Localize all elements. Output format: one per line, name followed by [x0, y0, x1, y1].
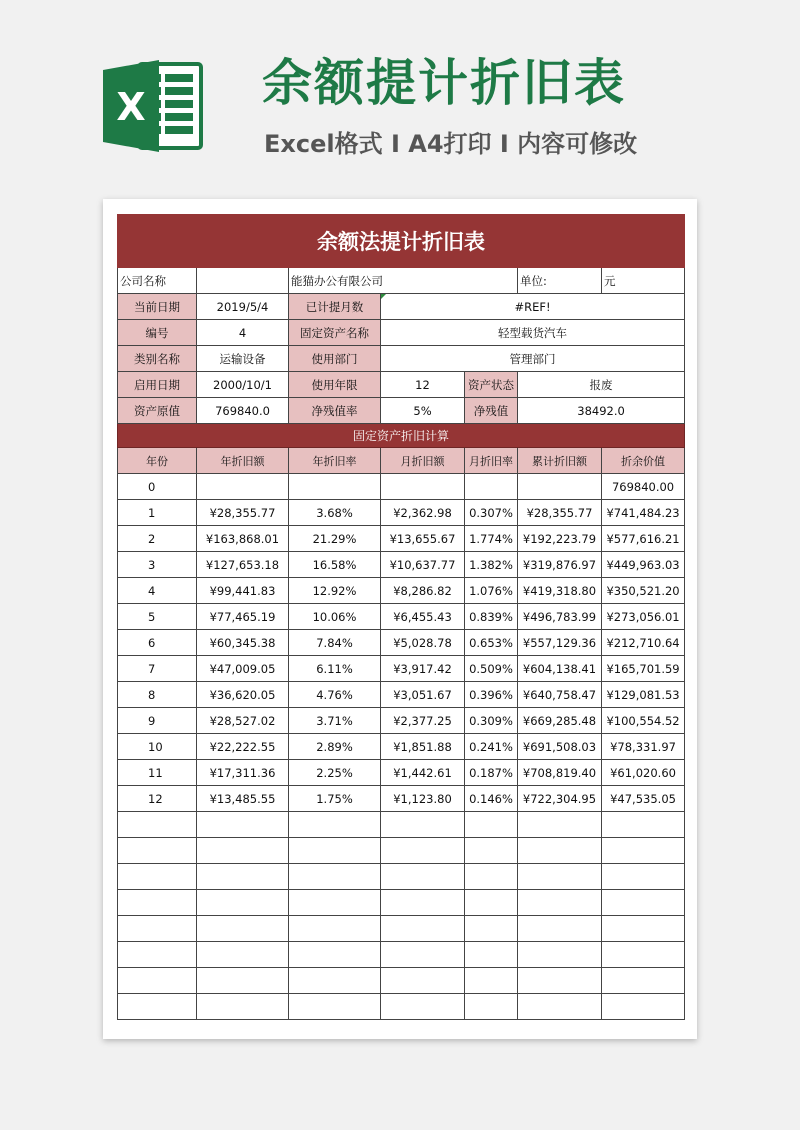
empty-cell[interactable]	[118, 812, 197, 838]
table-cell[interactable]: ¥8,286.82	[381, 578, 465, 604]
empty-cell[interactable]	[118, 916, 197, 942]
company-spacer[interactable]	[197, 268, 289, 294]
table-row	[118, 656, 685, 682]
empty-cell[interactable]	[602, 812, 685, 838]
empty-cell[interactable]	[465, 864, 518, 890]
empty-cell[interactable]	[197, 916, 289, 942]
table-cell[interactable]: ¥419,318.80	[518, 578, 602, 604]
table-cell[interactable]: ¥22,222.55	[197, 734, 289, 760]
asset-name-value[interactable]: 轻型载货汽车	[381, 320, 685, 346]
table-cell[interactable]: ¥212,710.64	[602, 630, 685, 656]
table-cell[interactable]: ¥3,051.67	[381, 682, 465, 708]
empty-cell[interactable]	[289, 864, 381, 890]
col-header[interactable]: 月折旧率	[465, 448, 518, 474]
months-value[interactable]: #REF!	[381, 294, 685, 320]
table-cell[interactable]: 3.68%	[289, 500, 381, 526]
empty-cell[interactable]	[118, 864, 197, 890]
empty-cell[interactable]	[289, 812, 381, 838]
table-cell[interactable]: ¥100,554.52	[602, 708, 685, 734]
table-cell[interactable]: ¥129,081.53	[602, 682, 685, 708]
empty-cell[interactable]	[381, 916, 465, 942]
table-cell[interactable]: 7.84%	[289, 630, 381, 656]
table-cell[interactable]: 21.29%	[289, 526, 381, 552]
table-cell[interactable]	[289, 474, 381, 500]
table-cell[interactable]: ¥60,345.38	[197, 630, 289, 656]
table-cell[interactable]: ¥28,355.77	[197, 500, 289, 526]
depreciation-table	[117, 214, 685, 1020]
empty-cell[interactable]	[381, 890, 465, 916]
empty-cell[interactable]	[381, 812, 465, 838]
years-value[interactable]: 12	[381, 372, 465, 398]
unit-label[interactable]: 单位:	[518, 268, 602, 294]
spreadsheet	[117, 214, 684, 1020]
table-cell[interactable]: ¥10,637.77	[381, 552, 465, 578]
number-label[interactable]: 编号	[118, 320, 197, 346]
empty-cell[interactable]	[289, 968, 381, 994]
empty-row	[118, 864, 685, 890]
table-row	[118, 526, 685, 552]
start-date-label[interactable]: 启用日期	[118, 372, 197, 398]
table-cell[interactable]: ¥28,355.77	[518, 500, 602, 526]
empty-cell[interactable]	[197, 942, 289, 968]
years-label[interactable]: 使用年限	[289, 372, 381, 398]
logo-letter: X	[116, 85, 146, 129]
asset-name-label[interactable]: 固定资产名称	[289, 320, 381, 346]
table-cell[interactable]: ¥192,223.79	[518, 526, 602, 552]
table-cell[interactable]: 0.653%	[465, 630, 518, 656]
empty-cell[interactable]	[602, 968, 685, 994]
table-cell[interactable]: 4	[118, 578, 197, 604]
empty-cell[interactable]	[289, 838, 381, 864]
empty-cell[interactable]	[197, 968, 289, 994]
table-cell[interactable]	[518, 474, 602, 500]
empty-row	[118, 812, 685, 838]
table-cell[interactable]: ¥496,783.99	[518, 604, 602, 630]
empty-cell[interactable]	[197, 838, 289, 864]
table-cell[interactable]: 1	[118, 500, 197, 526]
empty-cell[interactable]	[518, 942, 602, 968]
table-cell[interactable]: ¥3,917.42	[381, 656, 465, 682]
table-cell[interactable]: 6	[118, 630, 197, 656]
empty-cell[interactable]	[197, 890, 289, 916]
table-cell[interactable]: ¥691,508.03	[518, 734, 602, 760]
table-cell[interactable]: ¥5,028.78	[381, 630, 465, 656]
table-cell[interactable]: 8	[118, 682, 197, 708]
table-cell[interactable]	[465, 474, 518, 500]
category-value[interactable]: 运输设备	[197, 346, 289, 372]
table-cell[interactable]: ¥127,653.18	[197, 552, 289, 578]
table-cell[interactable]: ¥6,455.43	[381, 604, 465, 630]
table-row	[118, 734, 685, 760]
empty-row	[118, 916, 685, 942]
current-date-value[interactable]: 2019/5/4	[197, 294, 289, 320]
empty-cell[interactable]	[602, 994, 685, 1020]
category-label[interactable]: 类别名称	[118, 346, 197, 372]
excel-logo-icon	[103, 60, 203, 152]
col-header[interactable]: 年份	[118, 448, 197, 474]
col-header[interactable]: 年折旧率	[289, 448, 381, 474]
table-cell[interactable]: ¥36,620.05	[197, 682, 289, 708]
original-label[interactable]: 资产原值	[118, 398, 197, 424]
empty-cell[interactable]	[602, 942, 685, 968]
empty-cell[interactable]	[465, 838, 518, 864]
table-cell[interactable]: 0.307%	[465, 500, 518, 526]
table-cell[interactable]: ¥604,138.41	[518, 656, 602, 682]
page-title: 余额提计折旧表	[262, 54, 626, 112]
table-cell[interactable]: 0.241%	[465, 734, 518, 760]
empty-cell[interactable]	[465, 916, 518, 942]
empty-cell[interactable]	[197, 994, 289, 1020]
empty-cell[interactable]	[381, 994, 465, 1020]
table-cell[interactable]: 0.396%	[465, 682, 518, 708]
table-cell[interactable]: 10.06%	[289, 604, 381, 630]
table-cell[interactable]: ¥77,465.19	[197, 604, 289, 630]
table-cell[interactable]: 0.309%	[465, 708, 518, 734]
table-cell[interactable]: 10	[118, 734, 197, 760]
table-row	[118, 552, 685, 578]
section-title: 固定资产折旧计算	[118, 424, 685, 448]
table-cell[interactable]: ¥741,484.23	[602, 500, 685, 526]
table-cell[interactable]: ¥28,527.02	[197, 708, 289, 734]
empty-cell[interactable]	[118, 968, 197, 994]
table-cell[interactable]: ¥163,868.01	[197, 526, 289, 552]
dept-value[interactable]: 管理部门	[381, 346, 685, 372]
table-cell[interactable]: 1.774%	[465, 526, 518, 552]
table-cell[interactable]: 5	[118, 604, 197, 630]
status-label[interactable]: 资产状态	[465, 372, 518, 398]
table-cell[interactable]	[197, 474, 289, 500]
table-cell[interactable]: 3	[118, 552, 197, 578]
empty-cell[interactable]	[118, 942, 197, 968]
empty-cell[interactable]	[381, 864, 465, 890]
table-cell[interactable]: 4.76%	[289, 682, 381, 708]
empty-cell[interactable]	[289, 916, 381, 942]
table-cell[interactable]	[381, 474, 465, 500]
table-cell[interactable]: 2.89%	[289, 734, 381, 760]
table-cell[interactable]: ¥669,285.48	[518, 708, 602, 734]
residual-rate-value[interactable]: 5%	[381, 398, 465, 424]
dept-label[interactable]: 使用部门	[289, 346, 381, 372]
table-cell[interactable]: 1.076%	[465, 578, 518, 604]
table-row	[118, 708, 685, 734]
col-header[interactable]: 年折旧额	[197, 448, 289, 474]
empty-row	[118, 994, 685, 1020]
original-value[interactable]: 769840.0	[197, 398, 289, 424]
empty-cell[interactable]	[518, 916, 602, 942]
table-row	[118, 682, 685, 708]
company-label[interactable]: 公司名称	[118, 268, 197, 294]
empty-cell[interactable]	[518, 968, 602, 994]
empty-cell[interactable]	[381, 968, 465, 994]
residual-rate-label[interactable]: 净残值率	[289, 398, 381, 424]
empty-cell[interactable]	[118, 994, 197, 1020]
table-cell[interactable]: 1.382%	[465, 552, 518, 578]
table-cell[interactable]: ¥13,655.67	[381, 526, 465, 552]
table-cell[interactable]: 0	[118, 474, 197, 500]
table-cell[interactable]: 2	[118, 526, 197, 552]
empty-cell[interactable]	[381, 838, 465, 864]
sheet-title: 余额法提计折旧表	[118, 215, 685, 268]
table-cell[interactable]: ¥13,485.55	[197, 786, 289, 812]
col-header[interactable]: 月折旧额	[381, 448, 465, 474]
table-cell[interactable]: ¥722,304.95	[518, 786, 602, 812]
table-cell[interactable]: 0.146%	[465, 786, 518, 812]
table-cell[interactable]: ¥2,362.98	[381, 500, 465, 526]
table-cell[interactable]: 0.187%	[465, 760, 518, 786]
empty-cell[interactable]	[465, 994, 518, 1020]
table-cell[interactable]: 0.509%	[465, 656, 518, 682]
table-cell[interactable]: 3.71%	[289, 708, 381, 734]
empty-cell[interactable]	[118, 890, 197, 916]
months-label[interactable]: 已计提月数	[289, 294, 381, 320]
table-cell[interactable]: 1.75%	[289, 786, 381, 812]
table-cell[interactable]: ¥99,441.83	[197, 578, 289, 604]
table-cell[interactable]: ¥165,701.59	[602, 656, 685, 682]
empty-cell[interactable]	[197, 812, 289, 838]
empty-cell[interactable]	[465, 890, 518, 916]
table-cell[interactable]: 769840.00	[602, 474, 685, 500]
table-cell[interactable]: ¥319,876.97	[518, 552, 602, 578]
table-row	[118, 760, 685, 786]
company-value[interactable]: 能猫办公有限公司	[289, 268, 518, 294]
number-value[interactable]: 4	[197, 320, 289, 346]
empty-row	[118, 968, 685, 994]
table-cell[interactable]: ¥78,331.97	[602, 734, 685, 760]
empty-cell[interactable]	[289, 890, 381, 916]
empty-cell[interactable]	[197, 864, 289, 890]
empty-cell[interactable]	[465, 942, 518, 968]
table-cell[interactable]: 0.839%	[465, 604, 518, 630]
empty-cell[interactable]	[518, 838, 602, 864]
current-date-label[interactable]: 当前日期	[118, 294, 197, 320]
status-value[interactable]: 报废	[518, 372, 685, 398]
table-cell[interactable]: ¥640,758.47	[518, 682, 602, 708]
table-row	[118, 500, 685, 526]
page-subtitle: Excel格式 I A4打印 I 内容可修改	[264, 130, 638, 158]
table-cell[interactable]: 2.25%	[289, 760, 381, 786]
empty-cell[interactable]	[602, 838, 685, 864]
empty-cell[interactable]	[465, 968, 518, 994]
table-cell[interactable]: 12.92%	[289, 578, 381, 604]
start-date-value[interactable]: 2000/10/1	[197, 372, 289, 398]
col-header[interactable]: 折余价值	[602, 448, 685, 474]
table-cell[interactable]: ¥1,442.61	[381, 760, 465, 786]
table-row	[118, 786, 685, 812]
empty-cell[interactable]	[465, 812, 518, 838]
empty-row	[118, 838, 685, 864]
table-cell[interactable]: ¥47,535.05	[602, 786, 685, 812]
table-cell[interactable]: ¥47,009.05	[197, 656, 289, 682]
empty-cell[interactable]	[602, 864, 685, 890]
empty-row	[118, 890, 685, 916]
empty-cell[interactable]	[381, 942, 465, 968]
residual-label[interactable]: 净残值	[465, 398, 518, 424]
table-cell[interactable]: ¥61,020.60	[602, 760, 685, 786]
table-row	[118, 578, 685, 604]
table-cell[interactable]: ¥273,056.01	[602, 604, 685, 630]
table-cell[interactable]: 16.58%	[289, 552, 381, 578]
empty-cell[interactable]	[518, 890, 602, 916]
empty-cell[interactable]	[518, 864, 602, 890]
table-cell[interactable]: 12	[118, 786, 197, 812]
empty-cell[interactable]	[518, 812, 602, 838]
table-cell[interactable]: ¥1,851.88	[381, 734, 465, 760]
table-row	[118, 474, 685, 500]
table-cell[interactable]: ¥17,311.36	[197, 760, 289, 786]
unit-value[interactable]: 元	[602, 268, 685, 294]
table-cell[interactable]: ¥708,819.40	[518, 760, 602, 786]
empty-cell[interactable]	[118, 838, 197, 864]
table-cell[interactable]: ¥557,129.36	[518, 630, 602, 656]
empty-cell[interactable]	[289, 994, 381, 1020]
table-cell[interactable]: ¥449,963.03	[602, 552, 685, 578]
table-cell[interactable]: ¥350,521.20	[602, 578, 685, 604]
empty-row	[118, 942, 685, 968]
table-cell[interactable]: ¥2,377.25	[381, 708, 465, 734]
residual-value[interactable]: 38492.0	[518, 398, 685, 424]
empty-cell[interactable]	[518, 994, 602, 1020]
table-cell[interactable]: 7	[118, 656, 197, 682]
table-cell[interactable]: ¥1,123.80	[381, 786, 465, 812]
table-row	[118, 630, 685, 656]
table-cell[interactable]: 9	[118, 708, 197, 734]
empty-cell[interactable]	[602, 916, 685, 942]
table-row	[118, 604, 685, 630]
col-header[interactable]: 累计折旧额	[518, 448, 602, 474]
empty-cell[interactable]	[289, 942, 381, 968]
empty-cell[interactable]	[602, 890, 685, 916]
table-cell[interactable]: ¥577,616.21	[602, 526, 685, 552]
table-cell[interactable]: 6.11%	[289, 656, 381, 682]
table-cell[interactable]: 11	[118, 760, 197, 786]
